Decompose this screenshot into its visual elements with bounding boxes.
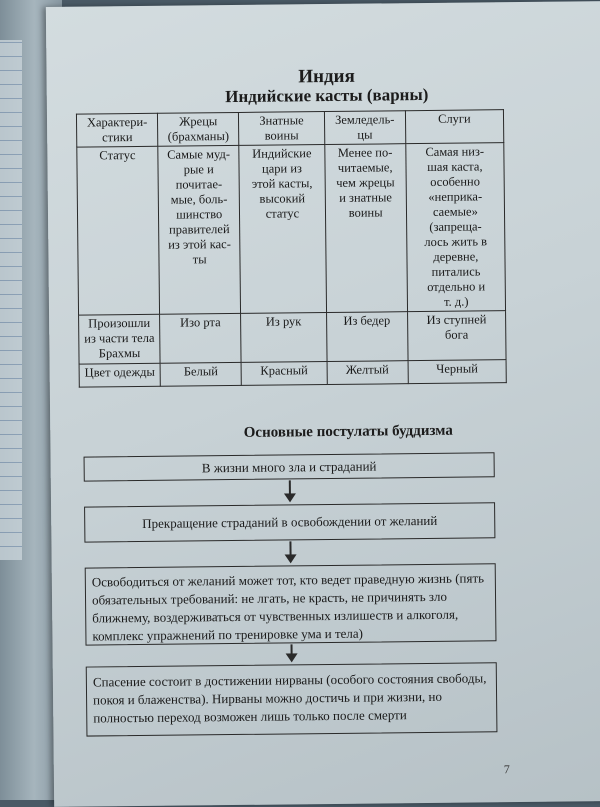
table-cell: Из бедер — [326, 312, 408, 362]
header-cell: Земледель- цы — [324, 111, 405, 145]
down-arrow-icon — [291, 644, 293, 660]
table-cell: Белый — [160, 362, 241, 386]
row-label: Цвет одежды — [79, 363, 160, 387]
table-cell: Черный — [408, 360, 506, 384]
table-row — [77, 143, 506, 315]
table-cell: Самые муд- рые и почитае- мые, боль- шинство правителей из этой кас- ты — [158, 145, 241, 314]
table-cell: Красный — [241, 362, 327, 386]
flow-box-2: Прекращение страданий в освобождении от желаний — [84, 502, 495, 542]
page-heading: Индия — [298, 65, 355, 88]
table-row — [79, 311, 506, 364]
header-cell: Жрецы (брахманы) — [158, 112, 239, 146]
table-cell: Самая низ- шая каста, особенно «неприка- саемые» (запреща- лось жить в деревне, питались отдельно и т. д.) — [406, 143, 506, 312]
down-arrow-icon — [289, 480, 291, 500]
down-arrow-icon — [289, 541, 291, 561]
flow-box-3: Освободиться от желаний может тот, кто ведет праведную жизнь (пять обязательных требований: не лгать, не красть, не причинять зло ближнему, воздерживаться от чувственных излишеств и алкоголя, комплекс упражнений по тренировке ума и тела) — [85, 563, 497, 645]
row-label: Статус — [77, 146, 160, 315]
row-label: Произошли из части тела Брахмы — [79, 314, 161, 364]
table-title: Индийские касты (варны) — [225, 84, 429, 107]
page-number: 7 — [503, 762, 510, 777]
notebook-grid-paper — [0, 40, 22, 560]
section-title: Основные постулаты буддизма — [243, 422, 453, 441]
header-cell: Характери- стики — [76, 113, 157, 147]
flow-box-1: В жизни много зла и страданий — [84, 452, 495, 481]
table-cell: Из ступней бога — [407, 311, 506, 361]
table-cell: Менее по- читаемые, чем жрецы и знатные воины — [324, 144, 407, 313]
book-page — [46, 1, 600, 807]
table-cell: Желтый — [327, 361, 408, 385]
table-header-row — [76, 110, 503, 147]
header-cell: Знатные воины — [239, 112, 325, 146]
castes-table — [76, 109, 507, 387]
table-cell: Индийские цари из этой касты, высокий статус — [239, 145, 326, 314]
table-row — [79, 360, 506, 387]
table-cell: Из рук — [241, 313, 327, 363]
header-cell: Слуги — [405, 110, 504, 144]
table-cell: Изо рта — [160, 313, 242, 363]
flow-box-4: Спасение состоит в достижении нирваны (особого состояния свободы, покоя и блаженства). Нирваны можно достичь и при жизни, но полностью переход возможен лишь только после смерти — [86, 662, 498, 736]
